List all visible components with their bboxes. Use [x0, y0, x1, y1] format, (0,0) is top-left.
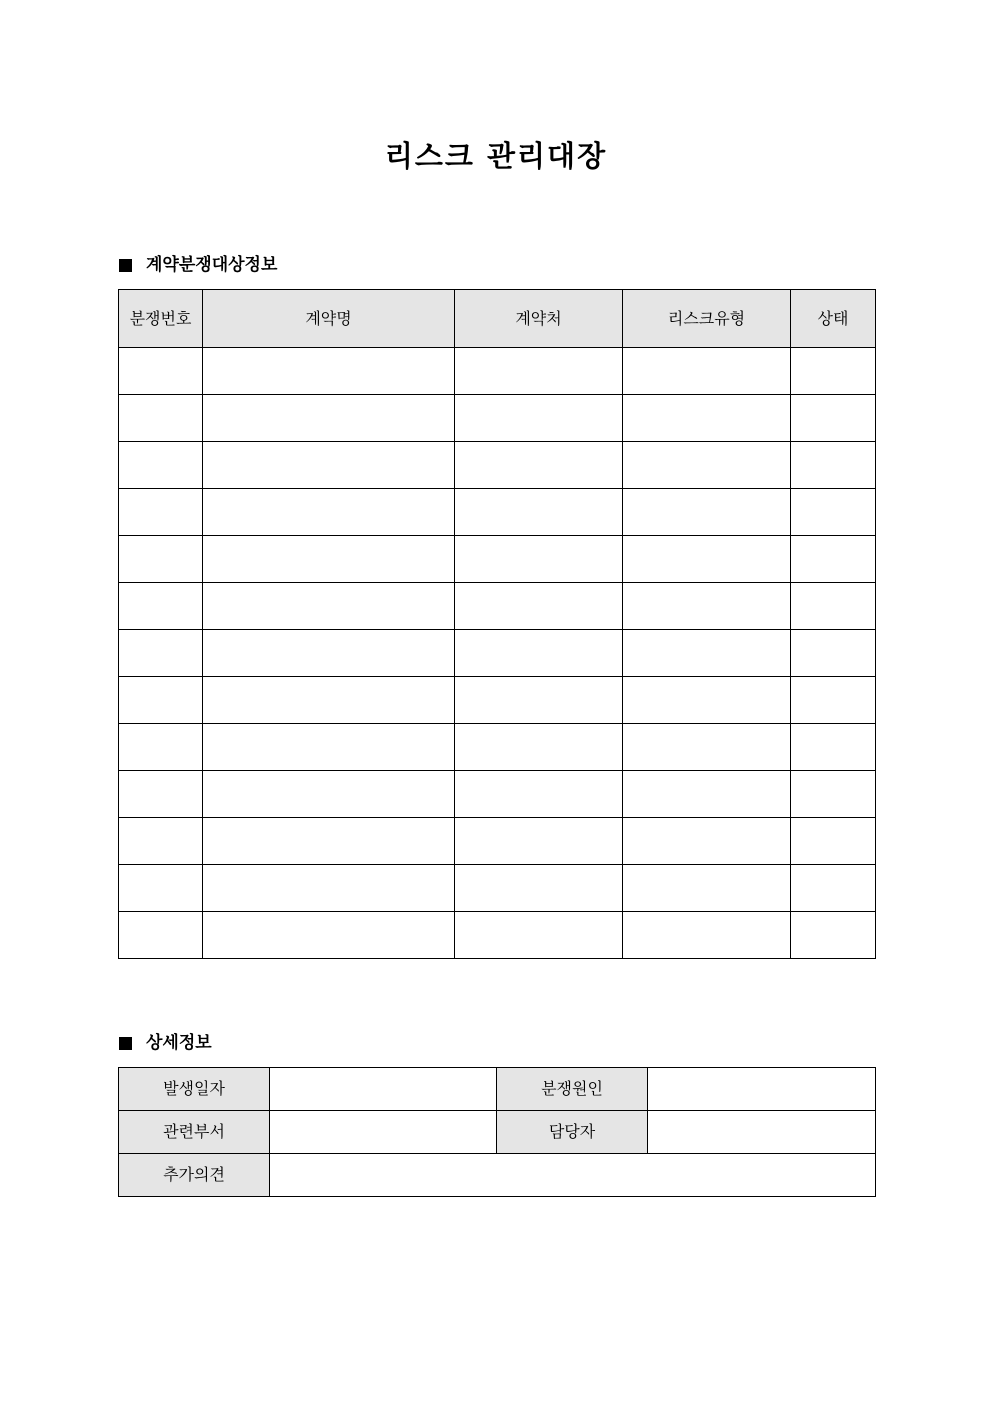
table-row — [119, 818, 876, 865]
contract-name-cell[interactable] — [203, 489, 455, 536]
contractor-cell[interactable] — [455, 348, 623, 395]
contract-name-cell[interactable] — [203, 724, 455, 771]
person-in-charge-label: 담당자 — [497, 1111, 648, 1154]
occurrence-date-label: 발생일자 — [119, 1068, 270, 1111]
column-header-dispute-number: 분쟁번호 — [119, 290, 203, 348]
table-row — [119, 395, 876, 442]
section-heading-details — [119, 1031, 212, 1055]
status-cell[interactable] — [791, 489, 876, 536]
status-cell[interactable] — [791, 724, 876, 771]
table-row — [119, 724, 876, 771]
table-row — [119, 583, 876, 630]
details-row — [119, 1154, 876, 1197]
contract-name-cell[interactable] — [203, 818, 455, 865]
status-cell[interactable] — [791, 677, 876, 724]
contract-rows — [119, 348, 876, 959]
contract-name-cell[interactable] — [203, 912, 455, 959]
additional-comments-field[interactable] — [270, 1154, 876, 1197]
risk-type-cell[interactable] — [623, 442, 791, 489]
contractor-cell[interactable] — [455, 395, 623, 442]
contract-name-cell[interactable] — [203, 677, 455, 724]
dispute-number-cell[interactable] — [119, 536, 203, 583]
occurrence-date-field[interactable] — [270, 1068, 497, 1111]
dispute-number-cell[interactable] — [119, 442, 203, 489]
contract-name-cell[interactable] — [203, 395, 455, 442]
status-cell[interactable] — [791, 865, 876, 912]
contractor-cell[interactable] — [455, 630, 623, 677]
square-bullet-icon — [119, 259, 132, 272]
section-heading-text: 상세정보 — [146, 1033, 212, 1053]
risk-type-cell[interactable] — [623, 583, 791, 630]
risk-type-cell[interactable] — [623, 395, 791, 442]
dispute-cause-label: 분쟁원인 — [497, 1068, 648, 1111]
contract-name-cell[interactable] — [203, 536, 455, 583]
contractor-cell[interactable] — [455, 583, 623, 630]
dispute-number-cell[interactable] — [119, 583, 203, 630]
contractor-cell[interactable] — [455, 724, 623, 771]
table-row — [119, 348, 876, 395]
contract-name-cell[interactable] — [203, 348, 455, 395]
dispute-number-cell[interactable] — [119, 489, 203, 536]
column-header-risk-type: 리스크유형 — [623, 290, 791, 348]
section-heading-text: 계약분쟁대상정보 — [146, 255, 278, 275]
table-row — [119, 865, 876, 912]
details-row — [119, 1068, 876, 1111]
contract-name-cell[interactable] — [203, 630, 455, 677]
table-row — [119, 630, 876, 677]
table-row — [119, 771, 876, 818]
dispute-cause-field[interactable] — [648, 1068, 876, 1111]
status-cell[interactable] — [791, 912, 876, 959]
table-row — [119, 442, 876, 489]
contractor-cell[interactable] — [455, 771, 623, 818]
contract-name-cell[interactable] — [203, 771, 455, 818]
status-cell[interactable] — [791, 536, 876, 583]
dispute-number-cell[interactable] — [119, 395, 203, 442]
dispute-number-cell[interactable] — [119, 818, 203, 865]
person-in-charge-field[interactable] — [648, 1111, 876, 1154]
status-cell[interactable] — [791, 818, 876, 865]
table-row — [119, 677, 876, 724]
status-cell[interactable] — [791, 583, 876, 630]
table-row — [119, 912, 876, 959]
dispute-number-cell[interactable] — [119, 771, 203, 818]
status-cell[interactable] — [791, 630, 876, 677]
dispute-number-cell[interactable] — [119, 912, 203, 959]
section-heading-contracts — [119, 253, 277, 277]
risk-type-cell[interactable] — [623, 865, 791, 912]
contractor-cell[interactable] — [455, 912, 623, 959]
square-bullet-icon — [119, 1037, 132, 1050]
column-header-contract-name: 계약명 — [203, 290, 455, 348]
contractor-cell[interactable] — [455, 865, 623, 912]
risk-type-cell[interactable] — [623, 818, 791, 865]
status-cell[interactable] — [791, 348, 876, 395]
related-department-field[interactable] — [270, 1111, 497, 1154]
page-title: 리스크 관리대장 — [384, 139, 608, 173]
details-table — [118, 1067, 876, 1197]
contract-dispute-table — [118, 289, 876, 959]
status-cell[interactable] — [791, 442, 876, 489]
related-department-label: 관련부서 — [119, 1111, 270, 1154]
dispute-number-cell[interactable] — [119, 348, 203, 395]
contractor-cell[interactable] — [455, 818, 623, 865]
status-cell[interactable] — [791, 771, 876, 818]
contract-name-cell[interactable] — [203, 865, 455, 912]
dispute-number-cell[interactable] — [119, 865, 203, 912]
risk-type-cell[interactable] — [623, 489, 791, 536]
risk-type-cell[interactable] — [623, 348, 791, 395]
dispute-number-cell[interactable] — [119, 677, 203, 724]
table-row — [119, 536, 876, 583]
risk-type-cell[interactable] — [623, 912, 791, 959]
table-row — [119, 489, 876, 536]
contractor-cell[interactable] — [455, 677, 623, 724]
contractor-cell[interactable] — [455, 536, 623, 583]
details-row — [119, 1111, 876, 1154]
table-header-row — [119, 290, 876, 348]
column-header-contractor: 계약처 — [455, 290, 623, 348]
status-cell[interactable] — [791, 395, 876, 442]
dispute-number-cell[interactable] — [119, 630, 203, 677]
contract-name-cell[interactable] — [203, 442, 455, 489]
contract-name-cell[interactable] — [203, 583, 455, 630]
additional-comments-label: 추가의견 — [119, 1154, 270, 1197]
risk-type-cell[interactable] — [623, 724, 791, 771]
contractor-cell[interactable] — [455, 442, 623, 489]
contractor-cell[interactable] — [455, 489, 623, 536]
risk-type-cell[interactable] — [623, 630, 791, 677]
risk-type-cell[interactable] — [623, 677, 791, 724]
risk-type-cell[interactable] — [623, 536, 791, 583]
column-header-status: 상태 — [791, 290, 876, 348]
dispute-number-cell[interactable] — [119, 724, 203, 771]
risk-type-cell[interactable] — [623, 771, 791, 818]
